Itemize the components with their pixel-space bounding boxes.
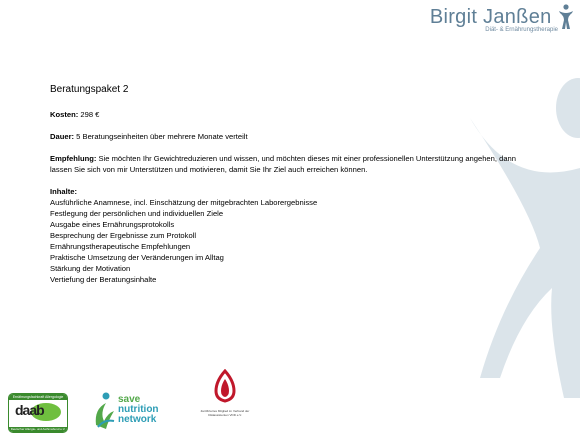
save-line-2: nutrition bbox=[118, 404, 159, 415]
kosten-line bbox=[50, 109, 520, 120]
save-text bbox=[118, 395, 159, 425]
list-item: Ernährungstherapeutische Empfehlungen bbox=[50, 242, 191, 251]
inhalte-label: Inhalte: bbox=[50, 187, 78, 196]
vdd-logo bbox=[190, 369, 260, 433]
package-description bbox=[50, 84, 520, 285]
dauer-line bbox=[50, 131, 520, 142]
inhalte-list bbox=[50, 197, 520, 285]
list-item: Praktische Umsetzung der Veränderungen im Alltag bbox=[50, 253, 224, 262]
list-item: Vertiefung der Beratungsinhalte bbox=[50, 275, 157, 284]
save-swirl-icon bbox=[92, 391, 118, 431]
list-item: Ausführliche Anamnese, incl. Einschätzung der mitgebrachten Laborergebnisse bbox=[50, 198, 318, 207]
brand-subtitle: Diät- & Ernährungstherapie bbox=[485, 27, 558, 33]
list-item: Stärkung der Motivation bbox=[50, 264, 131, 273]
save-line-3: network bbox=[118, 414, 157, 425]
daab-logo bbox=[8, 393, 68, 433]
list-item: Besprechung der Ergebnisse zum Protokoll bbox=[50, 231, 197, 240]
kosten-value: 298 € bbox=[78, 110, 100, 119]
brand-name: Birgit Janßen bbox=[429, 5, 552, 28]
list-item: Festlegung der persönlichen und individuellen Ziele bbox=[50, 209, 224, 218]
empfehlung-label: Empfehlung: bbox=[50, 154, 97, 163]
daab-logo-top-text: Ernährungsfachkraft Allergologie bbox=[9, 394, 67, 400]
save-nutrition-network-logo bbox=[92, 389, 192, 433]
inhalte-section bbox=[50, 186, 520, 285]
empfehlung-paragraph bbox=[50, 153, 520, 175]
daab-logo-bottom-text: Deutscher Allergie- und Asthmabund e.V. bbox=[10, 427, 66, 431]
save-line-1: save bbox=[118, 394, 141, 405]
empfehlung-value: Sie möchten Ihr Gewichtreduzieren und wissen, und möchten dieses mit einer professionellen Unterstützung angehen, dann lassen Sie sich von mir Unterstützen und motivieren, damit Sie Ihr Ziel auch erreichen können. bbox=[50, 154, 516, 174]
kosten-label: Kosten: bbox=[50, 110, 79, 119]
vdd-caption: Zertifiziertes Mitglied im Verband der Diätassistenten VDD e.V. bbox=[200, 409, 250, 417]
footer-logos bbox=[0, 365, 300, 435]
person-figure-icon bbox=[558, 4, 574, 30]
dauer-label: Dauer: bbox=[50, 132, 75, 141]
daab-logo-mark: daab bbox=[15, 402, 44, 418]
list-item: Ausgabe eines Ernährungsprotokolls bbox=[50, 220, 175, 229]
brand-logo bbox=[430, 4, 574, 33]
vdd-emblem-icon bbox=[212, 369, 238, 403]
page-title: Beratungspaket 2 bbox=[50, 84, 129, 95]
dauer-value: 5 Beratungseinheiten über mehrere Monate verteilt bbox=[74, 132, 248, 141]
